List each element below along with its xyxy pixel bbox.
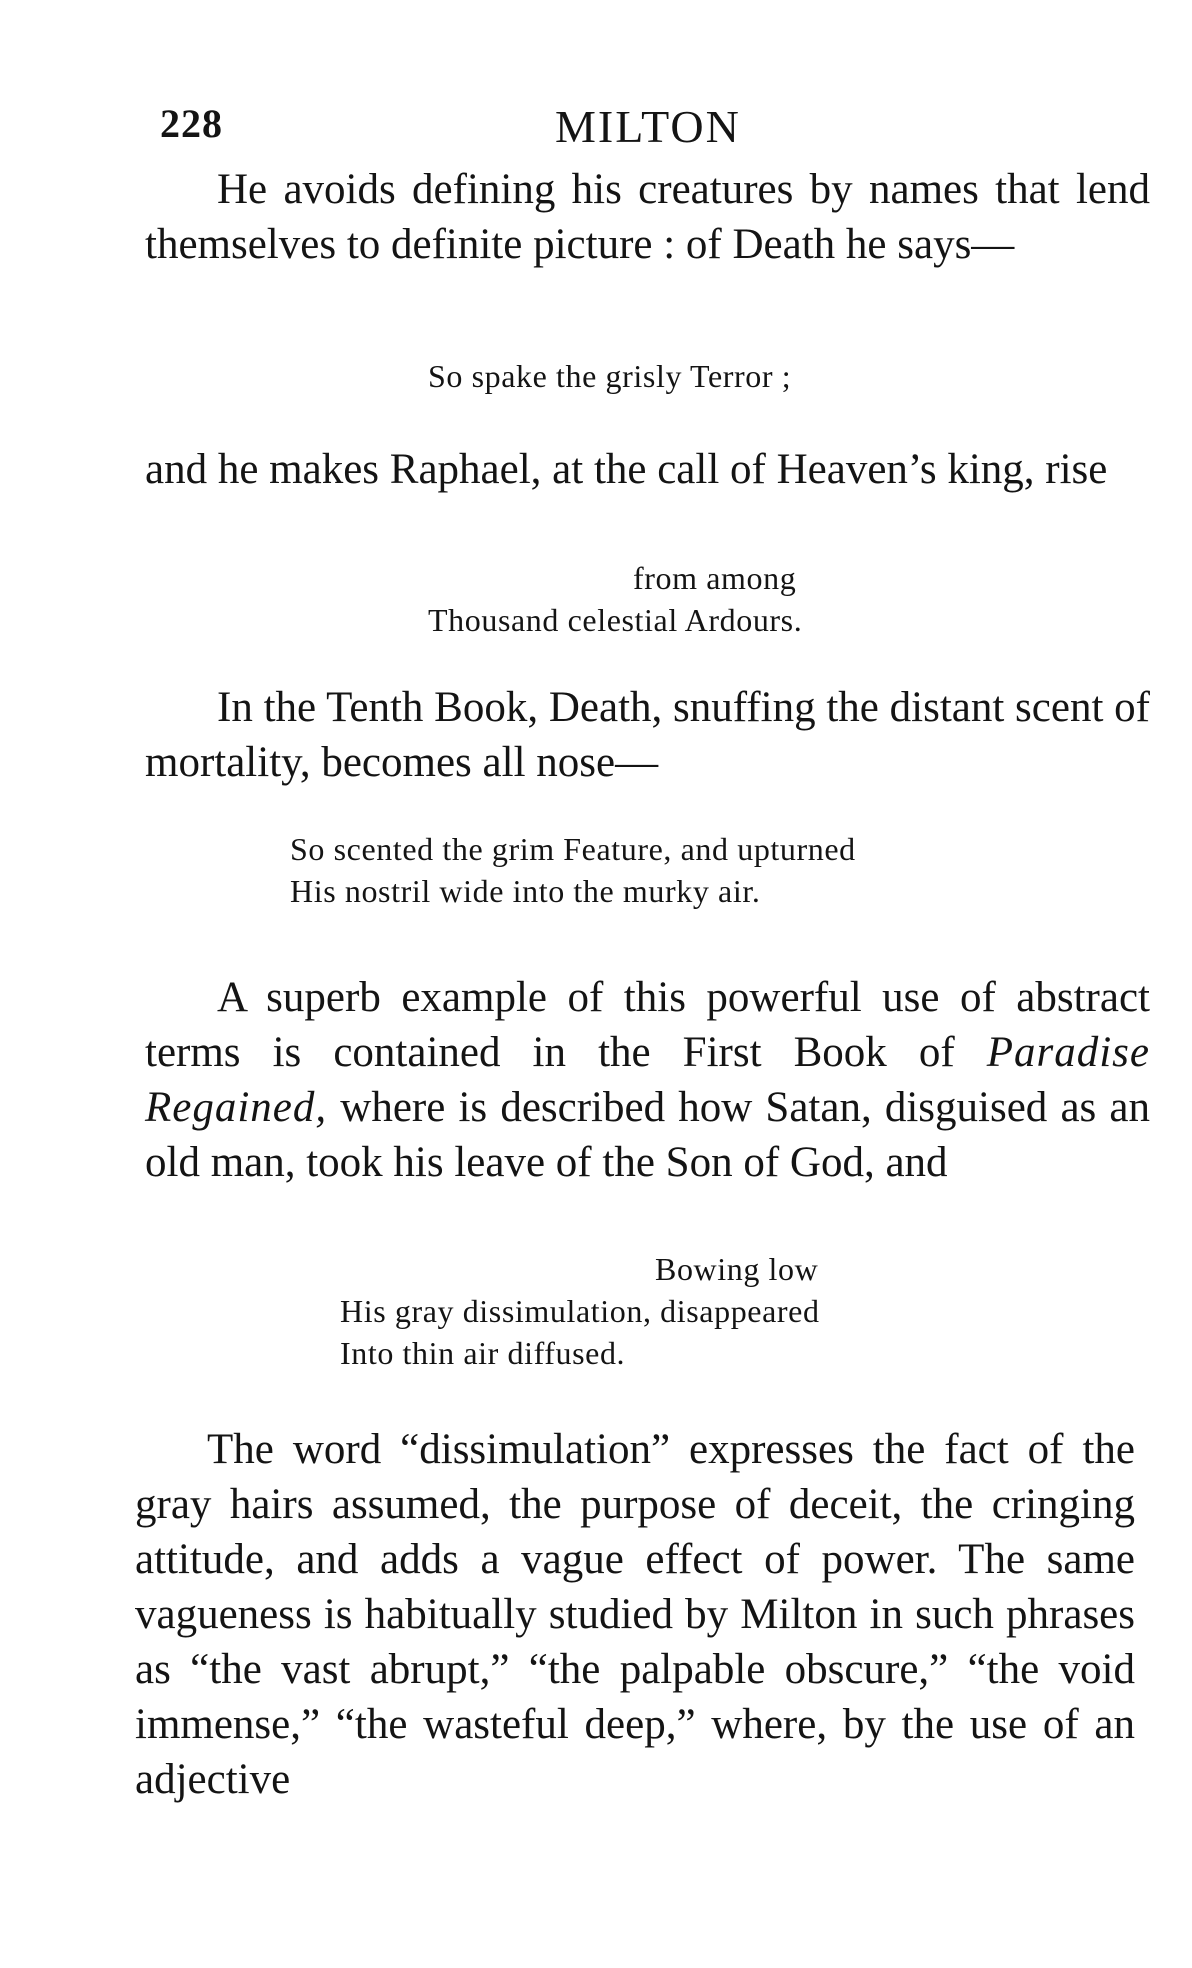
verse-line: from among (633, 560, 797, 596)
paragraph-paradise-regained (145, 970, 1150, 1190)
verse-quote-ardours (428, 557, 802, 641)
paragraph-tenth-book (145, 680, 1150, 790)
running-head: MILTON (555, 101, 741, 152)
paragraph-tenth-book-text: In the Tenth Book, Death, snuffing the distant scent of mortality, becomes all nose— (145, 684, 1150, 786)
paragraph-dissimulation (135, 1422, 1135, 1807)
verse-quote-terror (428, 355, 791, 397)
verse-line: His gray dissimulation, disappeared (340, 1293, 820, 1329)
verse-line: Bowing low (655, 1251, 819, 1287)
page-number: 228 (160, 101, 223, 146)
paragraph-raphael-text: and he makes Raphael, at the call of Heaven’s king, rise (145, 446, 1108, 493)
verse-line: So scented the grim Feature, and upturned (290, 831, 856, 867)
verse-line: So spake the grisly Terror ; (428, 358, 792, 394)
verse-line: His nostril wide into the murky air. (290, 873, 761, 909)
paragraph-paradise-regained-text-before: A superb example of this powerful use of abstract terms is contained in the First Book of (145, 974, 1150, 1076)
verse-quote-dissimulation (340, 1248, 820, 1374)
paragraph-death (145, 162, 1150, 272)
book-title-paradise-regained: Paradise Regained, (145, 1029, 1151, 1131)
page-header (160, 100, 1060, 160)
paragraph-raphael (145, 442, 1150, 497)
verse-line: Thousand celestial Ardours. (428, 602, 803, 638)
verse-line: Into thin air diffused. (340, 1335, 626, 1371)
verse-quote-feature (290, 828, 856, 912)
paragraph-death-text: He avoids defining his creatures by names that lend themselves to definite picture : of Death he says— (145, 166, 1150, 268)
paragraph-dissimulation-text: The word “dissimulation” expresses the fact of the gray hairs assumed, the purpose of deceit, the cringing attitude, and adds a vague effect of power. The same vagueness is habitually studied by Milton in such phrases as “the vast abrupt,” “the palpable obscure,” “the void immense,” “the wasteful deep,” where, by the use of an adjective (135, 1426, 1135, 1803)
paragraph-paradise-regained-text-after: where is described how Satan, disguised as an old man, took his leave of the Son of God, and (145, 1084, 1151, 1186)
